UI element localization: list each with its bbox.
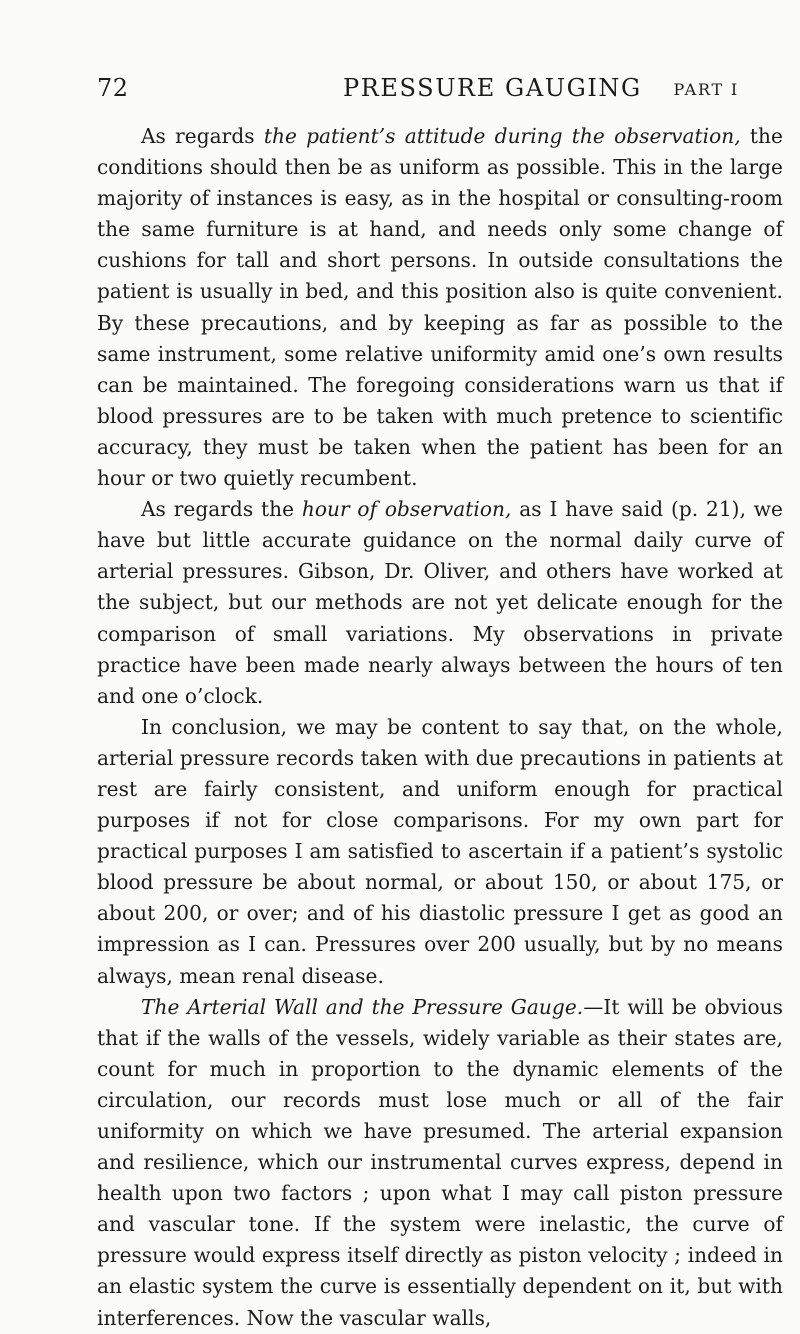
paragraph-lead: As regards <box>141 124 264 148</box>
paragraph-text: In conclusion, we may be content to say that, on the whole, arterial pressure records taken with due precautions in patients at rest are fairly consistent, and uniform enough for practical purposes if not for close comparisons. For my own part for practical purposes I am satisfied to ascertain if a patient’s systolic blood pressure be about normal, or about 150, or about 175, or about 200, or over; and of his diastolic pressure I get as good an impression as I can. Pressures over 200 usually, but by no means always, mean renal disease. <box>97 714 783 988</box>
italic-topic: the patient’s attitude during the observation, <box>263 124 741 148</box>
paragraph-lead: As regards the <box>141 497 302 522</box>
page-number: 72 <box>97 74 129 102</box>
paragraph-text: the conditions should then be as uniform as possible. This in the large majority of instances is easy, as in the hospital or consulting-room the same furniture is at hand, and needs only some change of cushions for tall and short persons. In outside consultations the patient is usually in bed, and this position also is quite convenient. By these precautions, and by keeping as far as possible to the same instrument, some relative uniformity amid one’s own results can be maintained. The foregoing considerations warn us that if blood pressures are to be taken with much pretence to scientific accuracy, they must be taken when the patient has been for an hour or two quietly recumbent. <box>97 124 783 491</box>
running-title: PRESSURE GAUGING <box>343 74 642 102</box>
paragraph-text: as I have said (p. 21), we have but little accurate guidance on the normal daily curve of arterial pressures. Gibson, Dr. Oliver, and others have worked at the subject, but our methods are not yet delicate enough for the comparison of small variations. My observations in private practice have been made nearly always between the hours of ten and one o’clock. <box>97 497 784 708</box>
paragraph-arterial-wall <box>97 992 783 1334</box>
body-text <box>97 121 783 1334</box>
paragraph-hour-of-observation <box>97 494 783 712</box>
paragraph-patient-attitude <box>97 121 783 494</box>
paragraph-conclusion <box>97 712 783 992</box>
italic-section-heading: The Arterial Wall and the Pressure Gauge. <box>141 994 584 1019</box>
part-label: PART I <box>673 80 739 99</box>
paragraph-text: —It will be obvious that if the walls of the vessels, widely variable as their states are, count for much in proportion to the dynamic elements of the circulation, our records must lose much or all of the fair uniformity on which we have presumed. The arterial expansion and resilience, which our instrumental curves express, depend in health upon two factors ; upon what I may call piston pressure and vascular tone. If the system were inelastic, the curve of pressure would express itself directly as piston velocity ; indeed in an elastic system the curve is essentially dependent on it, but with interferences. Now the vascular walls, <box>97 994 783 1330</box>
page-header <box>97 74 739 110</box>
italic-topic: hour of observation, <box>301 497 512 522</box>
